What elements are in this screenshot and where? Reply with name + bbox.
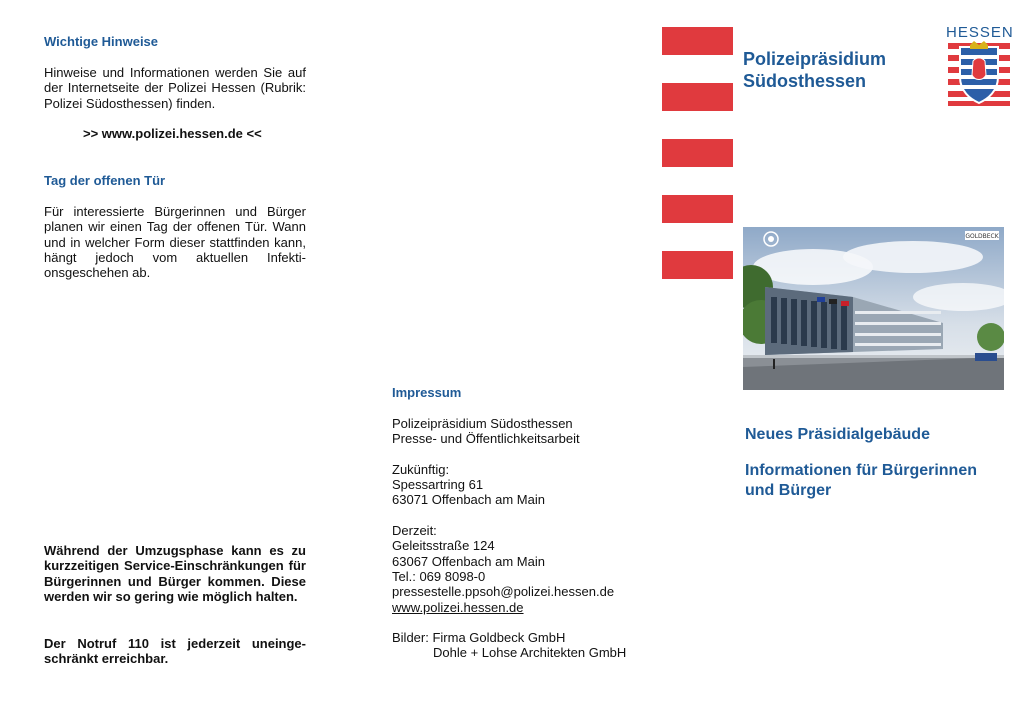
cover-subtitle-1: Neues Präsidialgebäude bbox=[745, 426, 930, 443]
hinweise-heading: Wichtige Hinweise bbox=[44, 34, 159, 49]
hessen-wordmark: HESSEN bbox=[946, 24, 1014, 41]
cover-subtitle-2-line2: und Bürger bbox=[745, 482, 832, 499]
cover-title bbox=[743, 48, 886, 92]
tag-heading: Tag der offenen Tür bbox=[44, 173, 166, 188]
future-street: Spessartring 61 bbox=[392, 477, 484, 493]
org-line1: Polizeipräsidium Südosthessen bbox=[392, 416, 573, 431]
tag-text: Für interessierte Bürgerinnen und Bürger planen wir einen Tag der offenen Tür. Wann und in welcher Form dieser stattfinden kann, hängt jedoch vom aktuellen Infekti-onsgeschehen ab. bbox=[44, 204, 306, 281]
current-label: Derzeit: bbox=[392, 523, 437, 539]
red-stripe-3 bbox=[662, 139, 733, 167]
credits-line2: Dohle + Lohse Architekten GmbH bbox=[433, 645, 627, 661]
red-stripe-4 bbox=[662, 195, 733, 223]
red-stripe-5 bbox=[662, 251, 733, 279]
website-link[interactable]: www.polizei.hessen.de bbox=[392, 599, 524, 615]
building-rendering-image bbox=[743, 227, 1004, 390]
credits-label: Bilder: Firma Goldbeck GmbH bbox=[392, 630, 566, 646]
impressum-heading: Impressum bbox=[392, 385, 462, 400]
red-stripe-1 bbox=[662, 27, 733, 55]
impressum-block bbox=[392, 416, 652, 661]
hessen-logo bbox=[946, 24, 1012, 112]
future-city: 63071 Offenbach am Main bbox=[392, 492, 545, 508]
email[interactable]: pressestelle.ppsoh@polizei.hessen.de bbox=[392, 584, 615, 600]
hinweise-text: Hinweise und Informationen werden Sie auf der Internetseite der Polizei Hessen (Rubrik: Polizei Südosthessen) finden. bbox=[44, 65, 306, 111]
goldbeck-sign-text: GOLDBECK bbox=[965, 233, 999, 240]
notruf-text: Der Notruf 110 ist jederzeit uneinge-schränkt erreichbar. bbox=[44, 636, 306, 667]
hinweise-link[interactable]: >> www.polizei.hessen.de << bbox=[83, 126, 262, 141]
red-stripe-2 bbox=[662, 83, 733, 111]
cover-subtitle-2-line1: Informationen für Bürgerinnen bbox=[745, 462, 977, 479]
cover-title-line2: Südosthessen bbox=[743, 71, 867, 91]
current-street: Geleitsstraße 124 bbox=[392, 538, 495, 554]
current-city: 63067 Offenbach am Main bbox=[392, 553, 545, 569]
cover-subtitle-2 bbox=[745, 461, 977, 501]
cover-title-line1: Polizeipräsidium bbox=[743, 49, 887, 69]
hessen-coat-of-arms-icon bbox=[946, 41, 1012, 107]
future-label: Zukünftig: bbox=[392, 461, 450, 477]
phone: Tel.: 069 8098-0 bbox=[392, 568, 486, 584]
umzug-text: Während der Umzugsphase kann es zu kurzzeitigen Service-Einschränkungen für Bürgerinnen und Bürger kommen. Diese werden wir so gering wie möglich halten. bbox=[44, 543, 306, 604]
org-line2: Presse- und Öffentlichkeitsarbeit bbox=[392, 431, 580, 447]
